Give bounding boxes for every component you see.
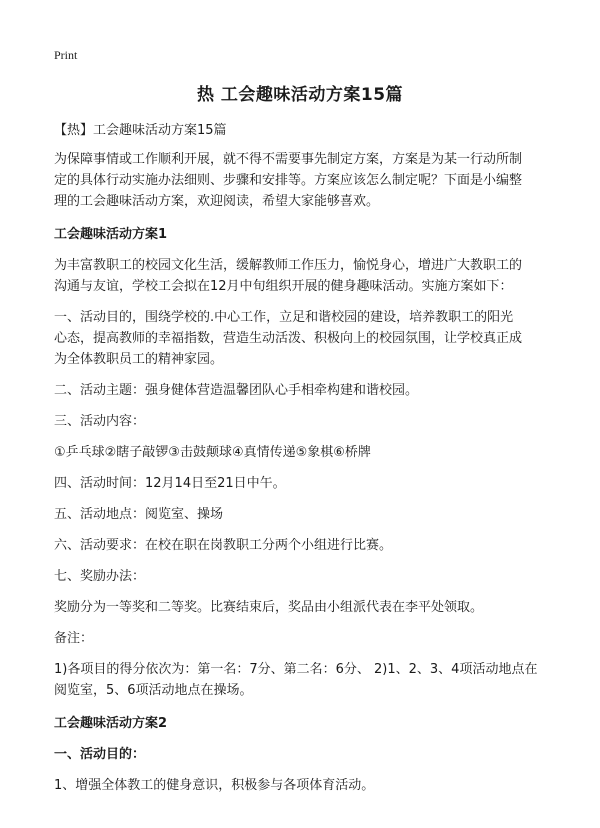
content-label: 三、活动内容： — [54, 414, 146, 429]
purpose-line: 心态，提高教师的幸福指数，营造生动活泼、积极向上的校园氛围，让学校真正成 — [54, 331, 523, 346]
page-title: 热 工会趣味活动方案15篇 — [196, 85, 404, 105]
intro-line: 为保障事情或工作顺利开展，就不得不需要事先制定方案，方案是为某一行动所制 — [54, 152, 523, 167]
section1-intro-line: 沟通与友谊，学校工会拟在12月中旬组织开展的健身趣味活动。实施方案如下： — [54, 279, 513, 294]
purpose-paragraph — [54, 307, 554, 370]
award-label: 七、奖励办法： — [54, 569, 146, 584]
purpose-line: 为全体教职员工的精神家园。 — [54, 352, 224, 367]
intro-line: 理的工会趣味活动方案，欢迎阅读，希望大家能够喜欢。 — [54, 194, 380, 209]
place-line: 五、活动地点：阅览室、操场 — [54, 507, 224, 522]
note-line: 阅览室，5、6项活动地点在操场。 — [54, 683, 253, 698]
note-paragraph — [54, 659, 554, 701]
intro-paragraph — [54, 149, 554, 212]
section2-item: 1、增强全体教工的健身意识，积极参与各项体育活动。 — [54, 778, 375, 793]
purpose-line: 一、活动目的，围绕学校的.中心工作，立足和谐校园的建设，培养教职工的阳光 — [54, 310, 514, 325]
document-subtitle: 【热】工会趣味活动方案15篇 — [54, 123, 227, 138]
print-link[interactable]: Print — [54, 48, 78, 62]
award-text: 奖励分为一等奖和二等奖。比赛结束后，奖品由小组派代表在李平处领取。 — [54, 600, 484, 615]
note-label: 备注： — [54, 631, 94, 646]
note-line: 1)各项目的得分依次为：第一名：7分、第二名：6分、 2)1、2、3、4项活动地点在 — [54, 662, 538, 677]
document-body — [54, 120, 554, 796]
section1-intro-line: 为丰富教职工的校园文化生活，缓解教师工作压力，愉悦身心，增进广大教职工的 — [54, 258, 523, 273]
section2-heading: 工会趣味活动方案2 — [54, 716, 168, 731]
section1-heading: 工会趣味活动方案1 — [54, 227, 168, 242]
intro-line: 定的具体行动实施办法细则、步骤和安排等。方案应该怎么制定呢？下面是小编整 — [54, 173, 523, 188]
time-line: 四、活动时间：12月14日至21日中午。 — [54, 476, 286, 491]
content-items: ①乒乓球②瞎子敲锣③击鼓颠球④真情传递⑤象棋⑥桥牌 — [54, 445, 371, 460]
requirement-line: 六、活动要求：在校在职在岗教职工分两个小组进行比赛。 — [54, 538, 393, 553]
theme-line: 二、活动主题：强身健体营造温馨团队心手相牵构建和谐校园。 — [54, 383, 419, 398]
section2-subheading: 一、活动目的： — [54, 747, 146, 762]
section1-intro — [54, 255, 554, 297]
